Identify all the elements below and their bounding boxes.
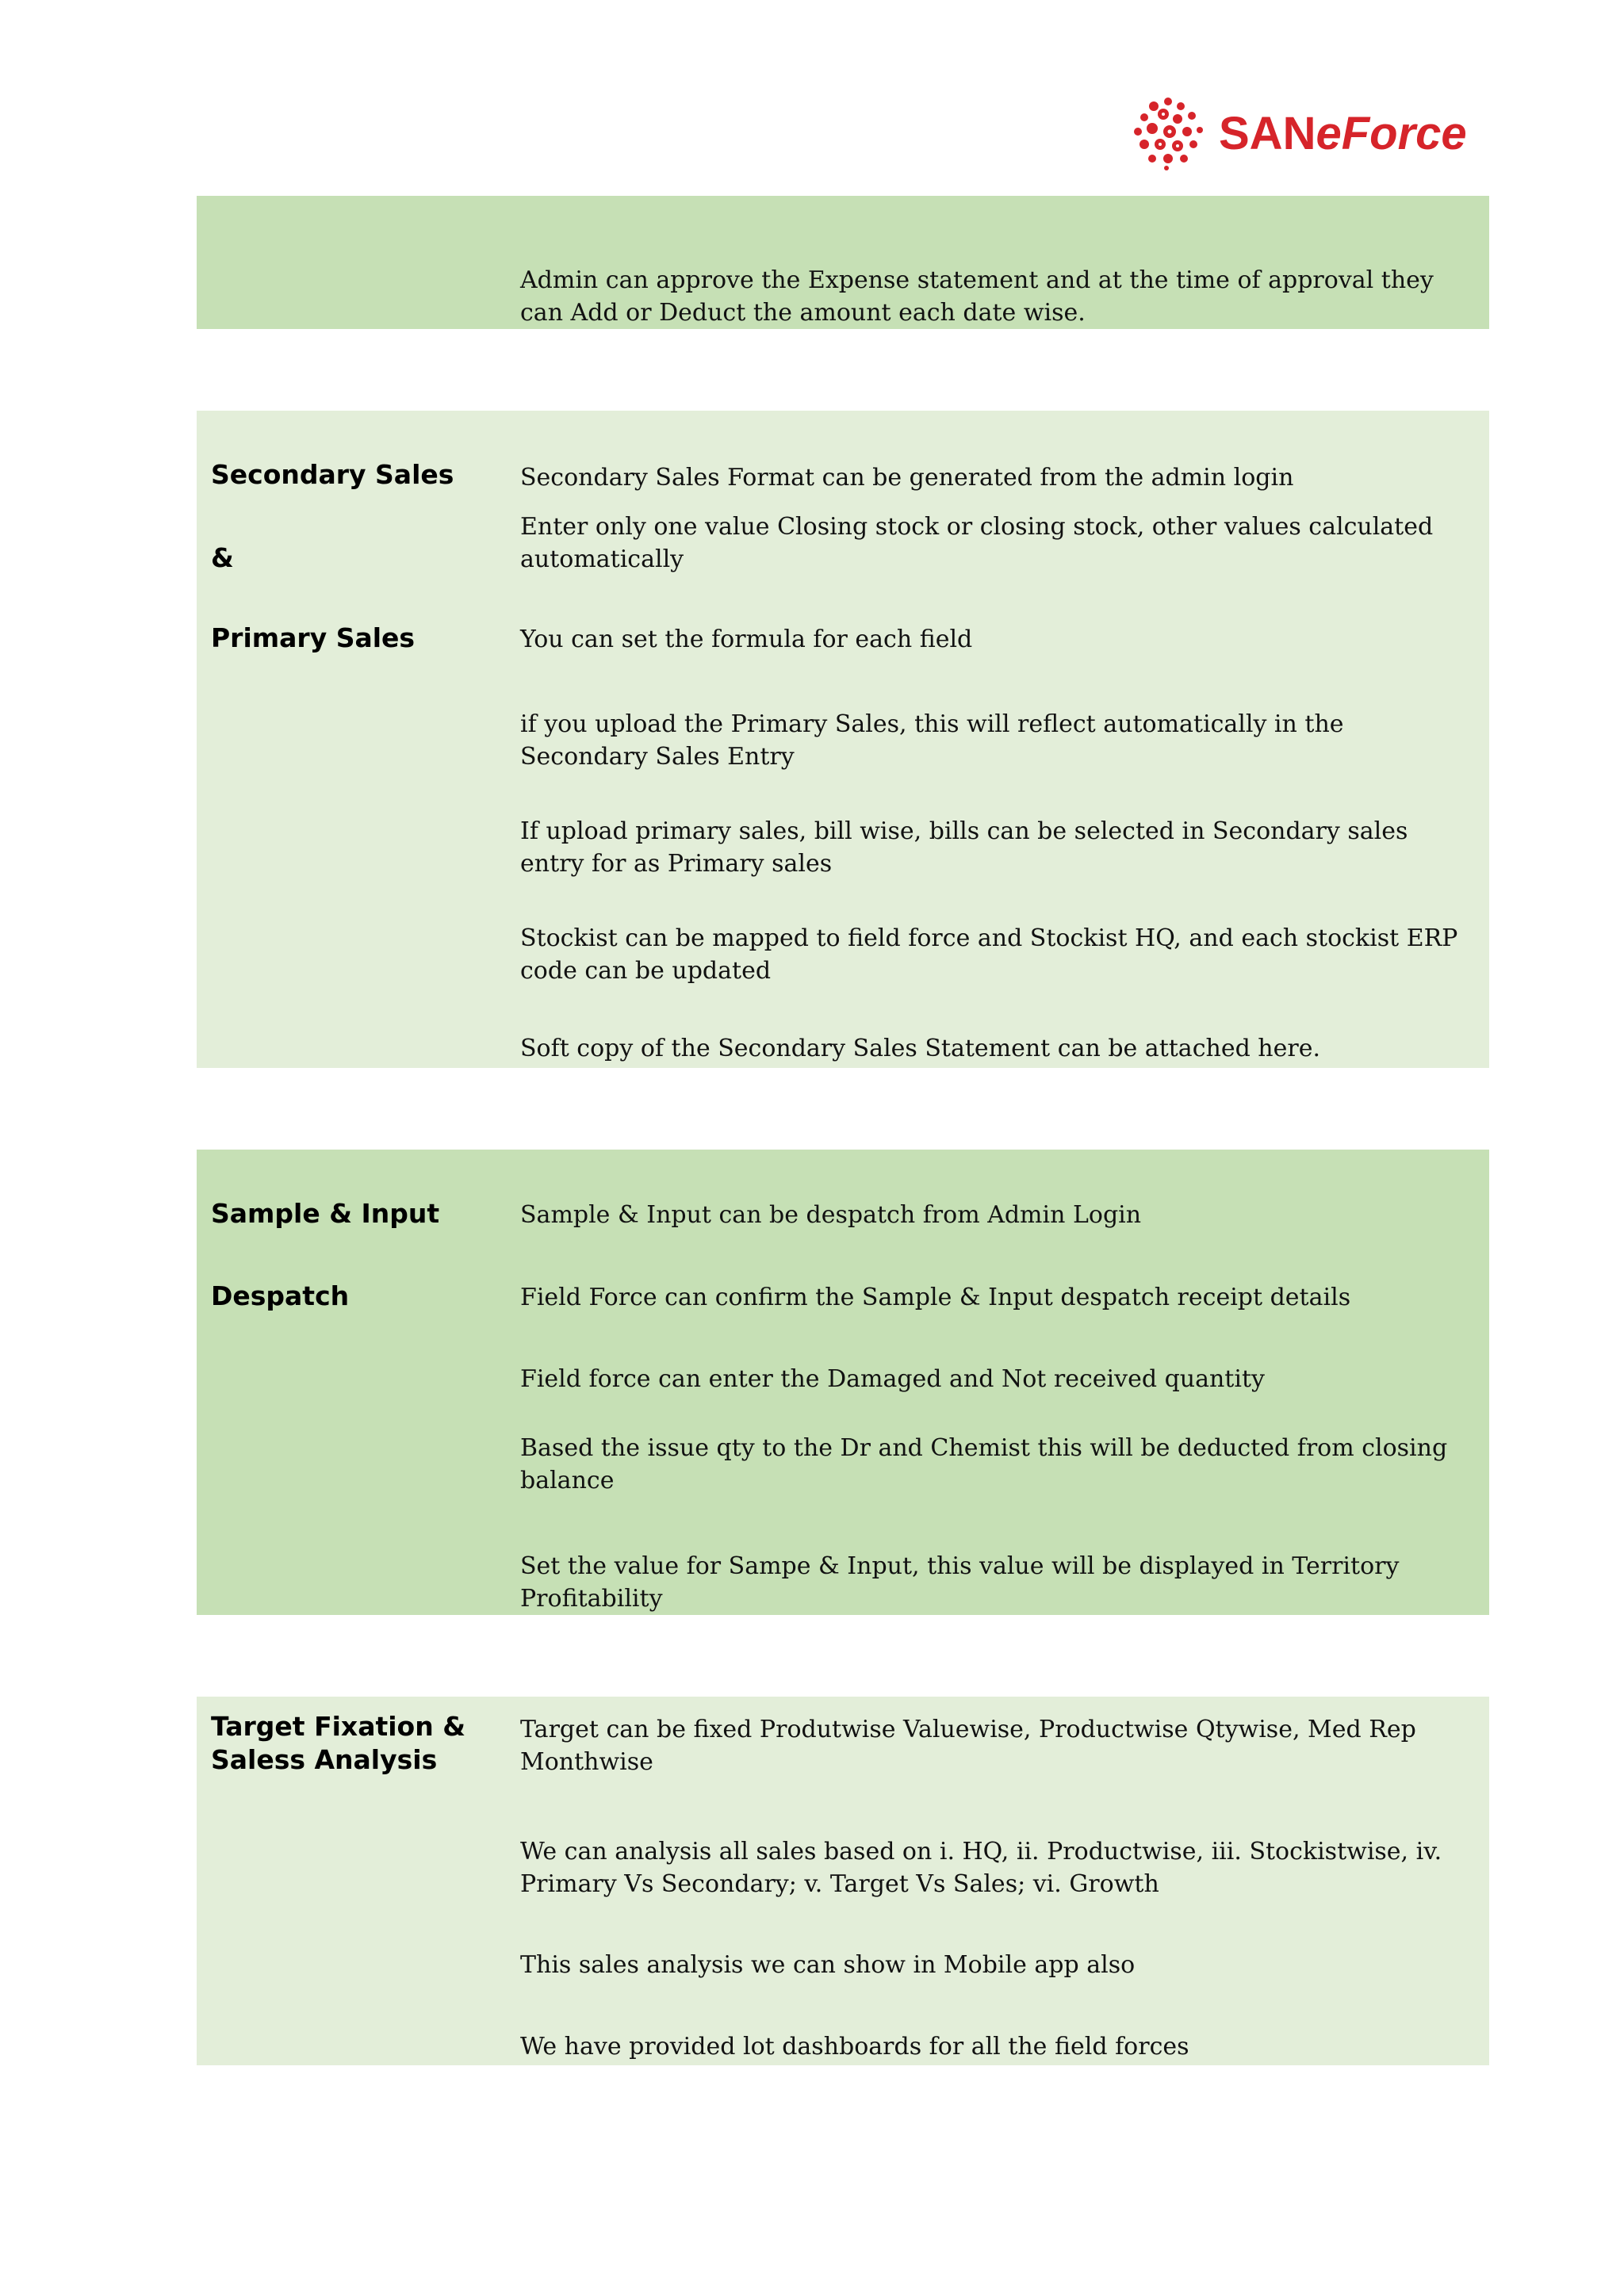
section-paragraph: Enter only one value Closing stock or closing stock, other values calculated automatically [520,513,1434,573]
section-label: Despatch [211,1280,350,1311]
section-paragraph: Set the value for Sampe & Input, this value will be displayed in Territory Profitability [520,1552,1400,1613]
section-label: Saless Analysis [211,1744,438,1775]
expense-approval-section [197,196,1489,329]
section-label: & [211,542,234,573]
section-paragraph: Field Force can confirm the Sample & Input despatch receipt details [520,1284,1351,1311]
section-paragraph: Field force can enter the Damaged and Not received quantity [520,1365,1265,1393]
secondary-primary-sales-section [197,411,1489,1068]
section-paragraph: We have provided lot dashboards for all the field forces [520,2033,1189,2061]
section-paragraph: Soft copy of the Secondary Sales Statement can be attached here. [520,1035,1321,1062]
section-paragraph: If upload primary sales, bill wise, bills can be selected in Secondary sales entry for as Primary sales [520,817,1408,878]
section-paragraph: You can set the formula for each field [520,626,973,653]
section-label: Sample & Input [211,1198,440,1229]
section-label: Target Fixation & [211,1711,465,1742]
section-label: Secondary Sales [211,459,454,490]
section-paragraph: if you upload the Primary Sales, this will reflect automatically in the Secondary Sales Entry [520,710,1344,771]
molecule-dots-icon [1130,95,1206,171]
brand-name: SANeForce [1219,107,1467,159]
section-paragraph: Stockist can be mapped to field force and Stockist HQ, and each stockist ERP code can be updated [520,924,1458,985]
target-fixation-section [197,1697,1489,2065]
section-paragraph: This sales analysis we can show in Mobile app also [520,1951,1136,1979]
section-paragraph: Admin can approve the Expense statement and at the time of approval they can Add or Deduct the amount each date wise. [520,266,1434,327]
section-paragraph: We can analysis all sales based on i. HQ, ii. Productwise, iii. Stockistwise, iv. Primary Vs Secondary; v. Target Vs Sales; vi. Growth [520,1838,1442,1898]
section-paragraph: Secondary Sales Format can be generated from the admin login [520,464,1294,492]
section-paragraph: Target can be fixed Produtwise Valuewise, Productwise Qtywise, Med Rep Monthwise [520,1716,1416,1776]
section-paragraph: Based the issue qty to the Dr and Chemist this will be deducted from closing balance [520,1434,1448,1494]
sample-input-despatch-section [197,1150,1489,1615]
saneforce-logo [1130,94,1467,173]
section-paragraph: Sample & Input can be despatch from Admin Login [520,1201,1142,1229]
section-label: Primary Sales [211,622,416,653]
